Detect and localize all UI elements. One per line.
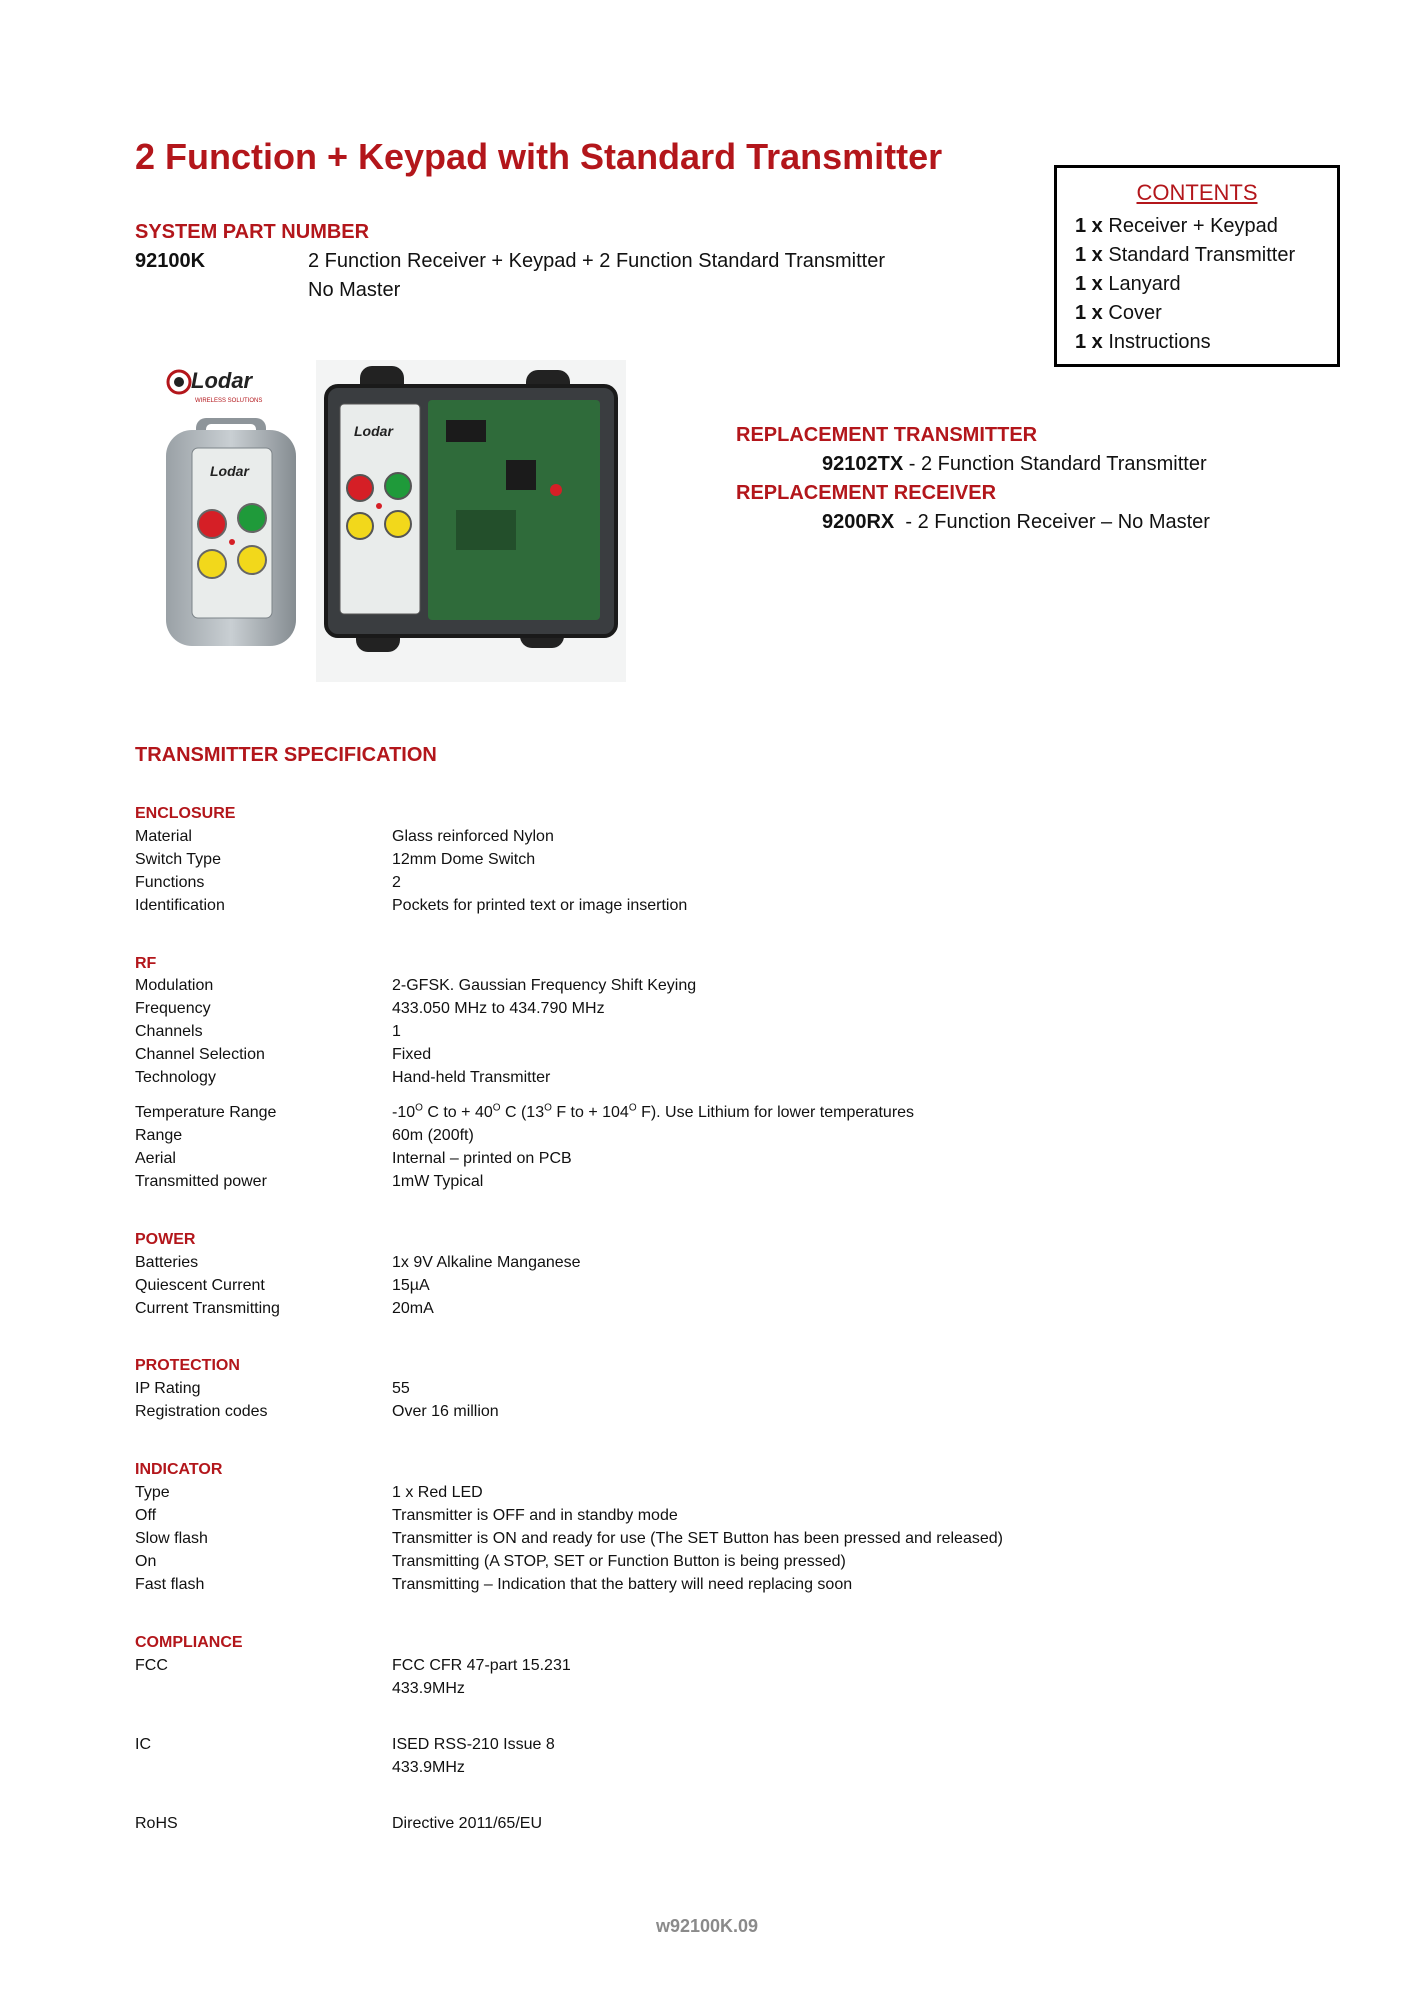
spec-heading: TRANSMITTER SPECIFICATION xyxy=(135,744,437,766)
transmitter-image xyxy=(162,418,300,650)
contents-qty: 1 x xyxy=(1075,331,1103,353)
spec-label: Range xyxy=(135,1127,183,1144)
section-heading-compliance: COMPLIANCE xyxy=(135,1634,243,1651)
svg-text:Lodar: Lodar xyxy=(354,423,393,439)
spec-label: Fast flash xyxy=(135,1576,205,1593)
contents-name: Receiver + Keypad xyxy=(1108,215,1278,237)
spec-value-fcc-freq: 433.9MHz xyxy=(392,1680,465,1697)
svg-text:Lodar: Lodar xyxy=(210,463,249,479)
spec-value: 60m (200ft) xyxy=(392,1127,474,1144)
degree-mark: O xyxy=(544,1102,552,1114)
contents-qty: 1 x xyxy=(1075,244,1103,266)
degree-mark: O xyxy=(492,1102,501,1114)
temp-part: C (13 xyxy=(504,1104,545,1121)
spec-value: 2-GFSK. Gaussian Frequency Shift Keying xyxy=(392,977,697,994)
spec-label: Off xyxy=(135,1507,157,1524)
spec-label: Technology xyxy=(135,1069,216,1086)
section-heading-rf: RF xyxy=(135,955,157,972)
contents-name: Cover xyxy=(1108,302,1162,324)
spec-label: Quiescent Current xyxy=(135,1277,265,1294)
contents-item xyxy=(1075,270,1319,299)
spec-label-temperature: Temperature Range xyxy=(135,1104,277,1121)
spec-label: Modulation xyxy=(135,977,214,994)
part-description-line1: 2 Function Receiver + Keypad + 2 Function Standard Transmitter xyxy=(308,250,885,272)
replacement-tx-code: 92102TX xyxy=(822,453,904,475)
spec-value: 12mm Dome Switch xyxy=(392,851,536,868)
lodar-logo xyxy=(165,364,269,408)
document-code: w92100K.09 xyxy=(655,1916,759,1936)
spec-label: Channels xyxy=(135,1023,203,1040)
contents-box xyxy=(1054,165,1340,367)
page-title: 2 Function + Keypad with Standard Transmitter xyxy=(135,136,943,177)
temp-part: C to + 40 xyxy=(427,1104,493,1121)
spec-label: Type xyxy=(135,1484,170,1501)
spec-label: Identification xyxy=(135,897,225,914)
contents-item xyxy=(1075,328,1319,357)
contents-qty: 1 x xyxy=(1075,302,1103,324)
degree-mark: O xyxy=(415,1102,423,1114)
svg-text:WIRELESS SOLUTIONS: WIRELESS SOLUTIONS xyxy=(195,398,263,404)
spec-label: Aerial xyxy=(135,1150,176,1167)
spec-value: 433.050 MHz to 434.790 MHz xyxy=(392,1000,605,1017)
spec-value: Fixed xyxy=(392,1046,432,1063)
contents-qty: 1 x xyxy=(1075,273,1103,295)
replacement-tx-heading: REPLACEMENT TRANSMITTER xyxy=(736,424,1038,446)
spec-label: Registration codes xyxy=(135,1403,268,1420)
spec-value: Pockets for printed text or image insertion xyxy=(392,897,688,914)
spec-value-temperature xyxy=(392,1104,914,1122)
degree-mark: O xyxy=(628,1102,637,1114)
spec-label-ic: IC xyxy=(135,1736,151,1753)
section-heading-enclosure: ENCLOSURE xyxy=(135,805,236,822)
replacement-rx-desc: - 2 Function Receiver – No Master xyxy=(894,511,1210,533)
spec-value: Transmitting – Indication that the battery will need replacing soon xyxy=(392,1576,853,1593)
contents-item xyxy=(1075,241,1319,270)
spec-label: Batteries xyxy=(135,1254,199,1271)
spec-value: 1 x Red LED xyxy=(392,1484,483,1501)
part-description-line2: No Master xyxy=(308,279,401,301)
spec-label: Frequency xyxy=(135,1000,211,1017)
spec-value: Hand-held Transmitter xyxy=(392,1069,551,1086)
spec-label: Current Transmitting xyxy=(135,1300,280,1317)
section-heading-indicator: INDICATOR xyxy=(135,1461,223,1478)
system-part-heading: SYSTEM PART NUMBER xyxy=(135,221,370,243)
replacement-rx-line xyxy=(822,511,1210,534)
replacement-rx-heading: REPLACEMENT RECEIVER xyxy=(736,482,997,504)
spec-value: 1 xyxy=(392,1023,401,1040)
contents-name: Lanyard xyxy=(1108,273,1181,295)
contents-item xyxy=(1075,212,1319,241)
spec-value-ic-freq: 433.9MHz xyxy=(392,1759,465,1776)
spec-value: 2 xyxy=(392,874,401,891)
spec-label-fcc: FCC xyxy=(135,1657,168,1674)
spec-value: 20mA xyxy=(392,1300,434,1317)
spec-value: 15µA xyxy=(392,1277,430,1294)
contents-item xyxy=(1075,299,1319,328)
section-heading-power: POWER xyxy=(135,1231,196,1248)
part-number: 92100K xyxy=(135,250,206,272)
contents-title: CONTENTS xyxy=(1136,180,1258,205)
spec-label: Switch Type xyxy=(135,851,221,868)
spec-label: Channel Selection xyxy=(135,1046,265,1063)
contents-name: Standard Transmitter xyxy=(1108,244,1296,266)
spec-value: Transmitting (A STOP, SET or Function Button is being pressed) xyxy=(392,1553,846,1570)
spec-label: IP Rating xyxy=(135,1380,201,1397)
spec-value-ic: ISED RSS-210 Issue 8 xyxy=(392,1736,555,1753)
spec-label: Transmitted power xyxy=(135,1173,267,1190)
spec-label: On xyxy=(135,1553,157,1570)
section-heading-protection: PROTECTION xyxy=(135,1357,240,1374)
spec-value: Internal – printed on PCB xyxy=(392,1150,572,1167)
spec-value: Transmitter is ON and ready for use (The SET Button has been pressed and released) xyxy=(392,1530,1003,1547)
temp-part: F to + 104 xyxy=(556,1104,629,1121)
spec-label: Functions xyxy=(135,874,205,891)
spec-value: 1mW Typical xyxy=(392,1173,484,1190)
svg-text:Lodar: Lodar xyxy=(191,368,253,393)
spec-value-fcc: FCC CFR 47-part 15.231 xyxy=(392,1657,571,1674)
spec-value: Transmitter is OFF and in standby mode xyxy=(392,1507,678,1524)
spec-value: 55 xyxy=(392,1380,410,1397)
contents-qty: 1 x xyxy=(1075,215,1103,237)
temp-part: F). Use Lithium for lower temperatures xyxy=(641,1104,915,1121)
spec-label-rohs: RoHS xyxy=(135,1815,178,1832)
spec-value: Glass reinforced Nylon xyxy=(392,828,554,845)
replacement-rx-code: 9200RX xyxy=(822,511,895,533)
receiver-keypad-image xyxy=(316,360,626,682)
spec-value: Over 16 million xyxy=(392,1403,499,1420)
spec-value-rohs: Directive 2011/65/EU xyxy=(392,1815,542,1832)
temp-part: -10 xyxy=(392,1104,416,1121)
spec-label: Material xyxy=(135,828,192,845)
replacement-tx-desc: - 2 Function Standard Transmitter xyxy=(903,453,1207,475)
spec-label: Slow flash xyxy=(135,1530,208,1547)
contents-name: Instructions xyxy=(1108,331,1211,353)
replacement-tx-line xyxy=(822,453,1207,476)
spec-value: 1x 9V Alkaline Manganese xyxy=(392,1254,581,1271)
